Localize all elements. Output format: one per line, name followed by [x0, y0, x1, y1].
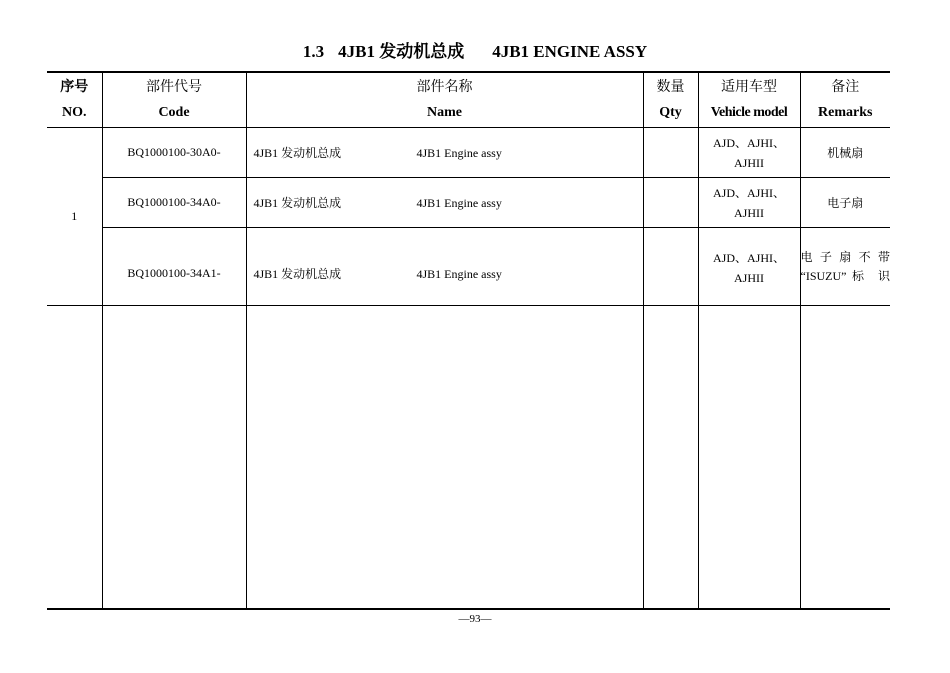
part-qty — [643, 178, 698, 228]
empty-cell — [47, 306, 102, 610]
part-name-cn: 4JB1 发动机总成 — [253, 266, 342, 281]
vehicle-model-line1: AJD、AJHI、 — [712, 185, 785, 200]
part-qty — [643, 228, 698, 306]
parts-table — [47, 71, 890, 610]
part-name-en: 4JB1 Engine assy — [416, 146, 502, 160]
header-no — [47, 72, 102, 128]
header-no-cn: 序号 — [60, 80, 89, 95]
part-name — [246, 128, 643, 178]
part-code: BQ1000100-30A0- — [102, 128, 246, 178]
vehicle-model-line2: AJHII — [734, 271, 764, 285]
remarks: 电子扇 — [800, 178, 890, 228]
header-remarks — [800, 72, 890, 128]
vehicle-model-line2: AJHII — [734, 155, 764, 170]
header-code-cn: 部件代号 — [146, 80, 202, 95]
table-row — [47, 228, 890, 306]
empty-cell — [800, 306, 890, 610]
section-number: 1.3 — [302, 42, 325, 61]
part-code: BQ1000100-34A1- — [102, 228, 246, 306]
header-name — [246, 72, 643, 128]
part-name — [246, 228, 643, 306]
part-name-cn: 4JB1 发动机总成 — [253, 146, 342, 160]
header-name-en: Name — [427, 105, 462, 120]
vehicle-model-line1: AJD、AJHI、 — [712, 251, 785, 265]
remarks: 电 子 扇 不 带 “ISUZU”标 识 — [800, 228, 890, 306]
vehicle-model-line2: AJHII — [734, 205, 764, 220]
empty-cell — [102, 306, 246, 610]
part-name-cn: 4JB1 发动机总成 — [253, 196, 342, 210]
header-remarks-en: Remarks — [818, 105, 873, 120]
part-name — [246, 178, 643, 228]
header-vehicle-cn: 适用车型 — [721, 80, 777, 95]
header-vehicle — [698, 72, 800, 128]
header-qty — [643, 72, 698, 128]
title-en: 4JB1 ENGINE ASSY — [492, 42, 648, 61]
vehicle-model-line1: AJD、AJHI、 — [712, 135, 785, 150]
remarks: 机械扇 — [800, 128, 890, 178]
title-cn: 4JB1 发动机总成 — [338, 42, 465, 61]
header-qty-en: Qty — [659, 105, 682, 120]
table-row — [47, 178, 890, 228]
header-code-en: Code — [158, 105, 190, 120]
part-qty — [643, 128, 698, 178]
row-number: 1 — [47, 128, 102, 306]
vehicle-model — [698, 128, 800, 178]
table-header-row — [47, 72, 890, 128]
page-title — [0, 37, 950, 62]
header-no-en: NO. — [62, 105, 87, 120]
empty-row — [47, 306, 890, 610]
vehicle-model — [698, 178, 800, 228]
page-number: —93— — [458, 613, 492, 625]
header-qty-cn: 数量 — [656, 80, 685, 95]
part-name-en: 4JB1 Engine assy — [416, 266, 502, 281]
empty-cell — [643, 306, 698, 610]
empty-cell — [698, 306, 800, 610]
part-code: BQ1000100-34A0- — [102, 178, 246, 228]
vehicle-model — [698, 228, 800, 306]
empty-cell — [246, 306, 643, 610]
header-vehicle-en: Vehicle model — [710, 105, 788, 120]
part-name-en: 4JB1 Engine assy — [416, 196, 502, 210]
table-row — [47, 128, 890, 178]
header-code — [102, 72, 246, 128]
header-name-cn: 部件名称 — [416, 80, 473, 95]
header-remarks-cn: 备注 — [831, 80, 860, 95]
